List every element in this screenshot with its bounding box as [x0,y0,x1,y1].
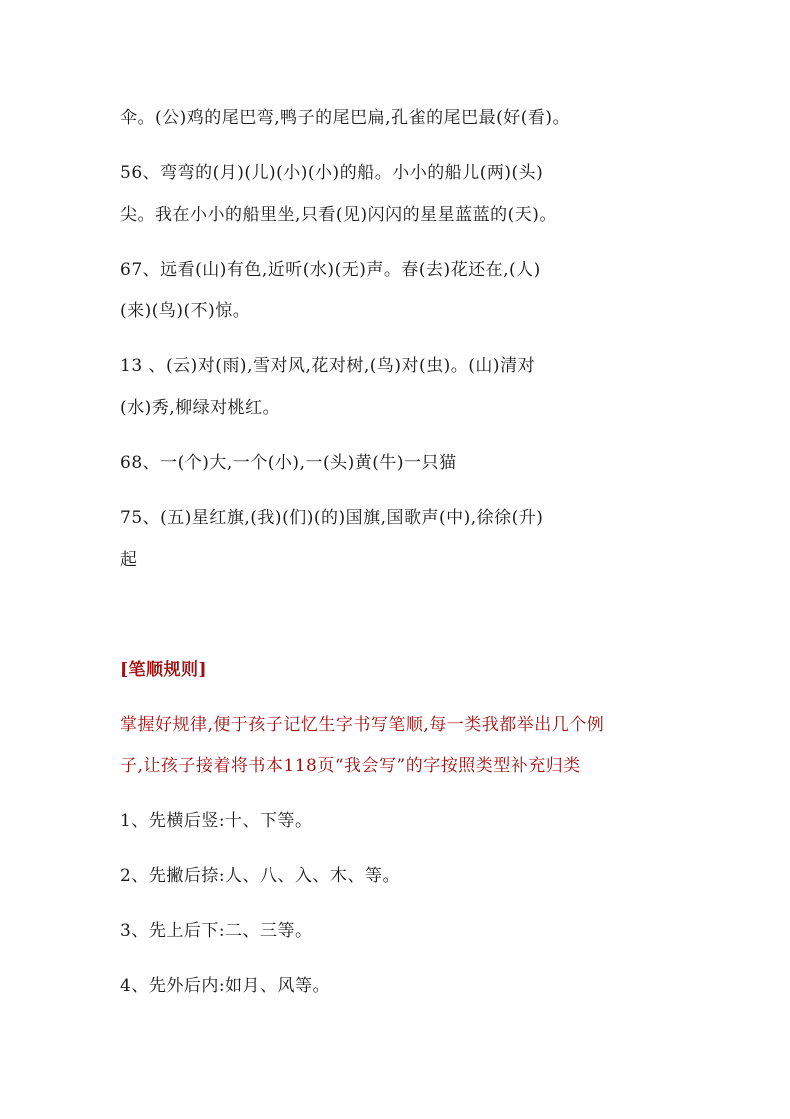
stroke-rule-item: 3、先上后下:二、三等。 [120,921,313,941]
stroke-rule-item: 2、先撇后捺:人、八、入、木、等。 [120,866,401,886]
text-line: 伞。(公)鸡的尾巴弯,鸭子的尾巴扁,孔雀的尾巴最(好(看)。 [120,108,570,128]
text-line: (来)(鸟)(不)惊。 [120,301,251,321]
stroke-rule-item: 1、先横后竖:十、下等。 [120,811,313,831]
text-line: 56、弯弯的(月)(儿)(小)(小)的船。小小的船儿(两)(头) [120,163,544,183]
text-line: (水)秀,柳绿对桃红。 [120,398,281,418]
section-title: [笔顺规则] [120,660,208,680]
text-line: 68、一(个)大,一个(小),一(头)黄(牛)一只猫 [120,453,457,473]
section-intro-line: 子,让孩子接着将书本118页“我会写”的字按照类型补充归类 [120,756,581,776]
text-line: 尖。我在小小的船里坐,只看(见)闪闪的星星蓝蓝的(天)。 [120,205,557,225]
text-line: 13 、(云)对(雨),雪对风,花对树,(鸟)对(虫)。(山)清对 [120,356,536,376]
text-line: 起 [120,550,138,570]
text-line: 75、(五)星红旗,(我)(们)(的)国旗,国歌声(中),徐徐(升) [120,508,544,528]
text-line: 67、远看(山)有色,近听(水)(无)声。春(去)花还在,(人) [120,260,541,280]
section-intro-line: 掌握好规律,便于孩子记忆生字书写笔顺,每一类我都举出几个例 [120,715,605,735]
stroke-rule-item: 4、先外后内:如月、风等。 [120,976,331,996]
